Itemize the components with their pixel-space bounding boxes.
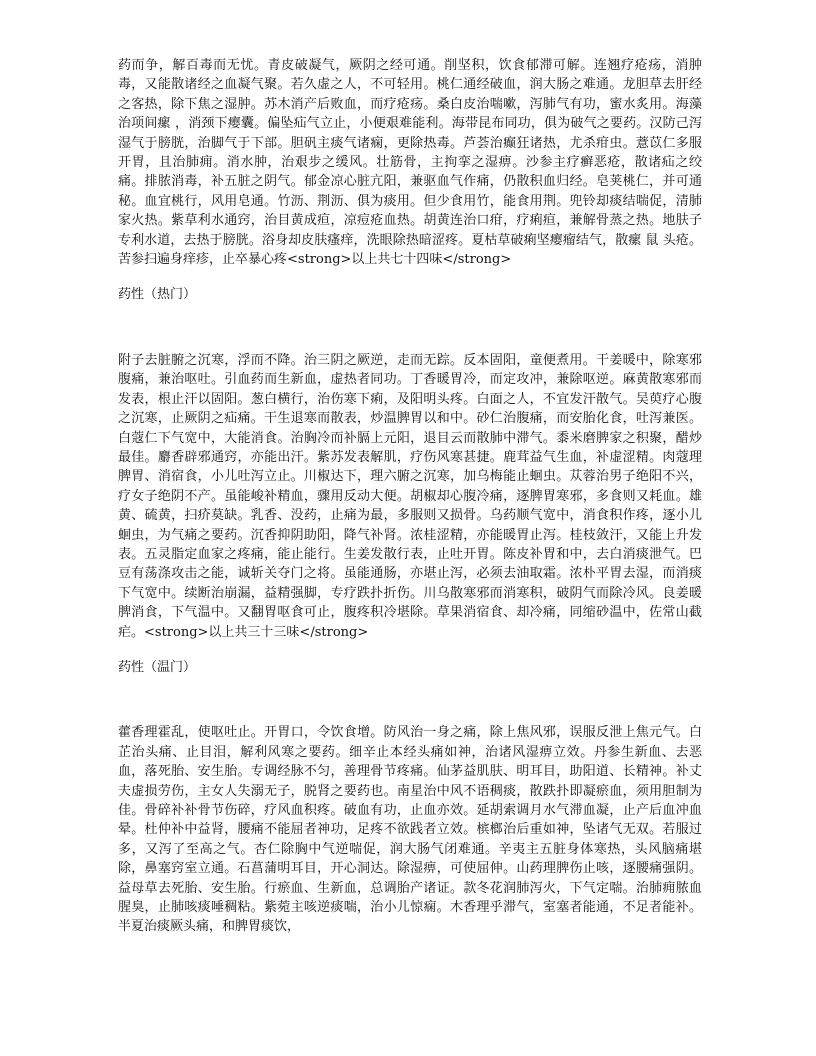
paragraph-text: 药而争，解百毒而无忧。青皮破凝气，厥阴之经可通。削坚积，饮食郁滞可解。连翘疗疮疡，消肿毒，又能散诸经之血凝气聚。若久虚之人，不可轻用。桃仁通经破血，润大肠之难通。龙胆草去肝经之客热，除下焦之湿肿。苏木消产后败血，而疗疮疡。桑白皮治喘嗽，泻肺气有功，蜜水炙用。海藻治项间瘰 ，消颈下瘿囊。偏坠疝气立止，小便艰难能利。海带昆布同功，俱为破气之要药。汉防己泻湿气于膀胱，治脚气于下部。胆矾主痰气诸痫，更除热毒。芦荟治癫狂诸热，尤杀疳虫。薏苡仁多服开胃，且治肺痈。消水肿，治艰步之缓风。壮筋骨，主拘挛之湿痹。沙参主疗癣恶疮，散诸疝之绞痛。排脓消毒，补五脏之阴气。郁金凉心脏亢阳，兼驱血气作痛，仍散积血归经。皂荚桃仁，并可通秘。血宜桃行，风用皂通。竹沥、荆沥、俱为痰用。但少食用竹，能食用荆。兜铃却痰结喘促，清肺家火热。紫草利水通窍，治目黄成疸，凉痘疮血热。胡黄连治口疳，疗痢疸，兼解骨蒸之热。地肤子专利水道，去热于膀胱。浴身却皮肤瘙痒，洗眼除热暗涩疼。夏枯草破痢坚瘿瘤结气，散瘰 鼠 头疮。苦参扫遍身痒疹，止卒暴心疼 (118, 58, 702, 268)
section-heading-hot: 药性（热门） (118, 287, 197, 303)
document-page (118, 34, 702, 937)
paragraph-cold-herbs-end (118, 56, 702, 269)
section-heading-warm: 药性（温门） (118, 659, 197, 675)
paragraph-text: 附子去脏腑之沉寒，浮而不降。治三阴之厥逆，走而无踪。反本固阳，童便煮用。干姜暖中，除寒邪腹痛，兼治呕吐。引血药而生新血，虚热者同功。丁香暖胃冷，而定攻冲，兼除呕逆。麻黄散寒邪而发表，根止汗以固阳。葱白横行，治伤寒下痢，及阳明头疼。白面之人，不宜发汗散气。吴萸疗心腹之沉寒，止厥阴之疝痛。干生退寒而散表，炒温脾胃以和中。砂仁治腹痛，而安胎化食，吐泻兼医。白蔻仁下气宽中，大能消食。治胸冷而补膈上元阳，退目云而散肺中滞气。黍米磨脾家之积聚，醋炒最佳。麝香辟邪通窍，亦能出汗。紫苏发表解肌，疗伤风寒甚捷。鹿茸益气生血，补虚涩精。肉蔻理脾胃、消宿食，小儿吐泻立止。川椒达下，理六腑之沉寒，加乌梅能止蛔虫。苁蓉治男子绝阳不兴，疗女子绝阴不产。虽能峻补精血，骤用反动大便。胡椒却心腹冷痛，逐脾胃寒邪，多食则又耗血。雄黄、硫黄，扫疥莫缺。乳香、没药，止痛为最，多服则又损骨。乌药顺气宽中，消食积作疼，逐小儿蛔虫，为气痛之要药。沉香抑阴助阳，降气补肾。浓桂涩精，亦能暖胃止泻。桂枝敛汗，又能上升发表。五灵脂定血家之疼痛，能止能行。生姜发散行表，止吐开胃。陈皮补胃和中，去白消痰泄气。巴豆有荡涤攻击之能，诚斩关夺门之将。虽能通肠，亦堪止泻，必须去油取霜。浓朴平胃去湿，而消痰下气宽中。续断治崩漏，益精强脚，专疗跌扑折伤。川乌散寒邪而消寒积，破阴气而除冷风。良姜暖脾消食，下气温中。又翻胃呕食可止，腹疼积冷堪除。草果消宿食、却冷痛，同缩砂温中，佐常山截疟。 (118, 352, 702, 640)
paragraph-hot-herbs (118, 351, 702, 642)
paragraph-text: 藿香理霍乱，使呕吐止。开胃口，令饮食增。防风治一身之痛，除上焦风邪，误服反泄上焦元气。白芷治头痛、止目泪，解利风寒之要药。细辛止本经头痛如神，治诸风湿痹立效。丹参生新血、去恶血，落死胎、安生胎。专调经脉不匀，善理骨节疼痛。仙茅益肌肤、明耳目，助阳道、长精神。补丈夫虚损劳伤，主女人失溺无子，脱肾之要药也。南星治中风不语稠痰，散跌扑即凝瘀血，须用胆制为佳。骨碎补补骨节伤碎，疗风血积疼。破血有功，止血亦效。延胡索调月水气滞血凝，止产后血冲血晕。杜仲补中益肾，腰痛不能屈者神功，足疼不欲践者立效。槟榔治后重如神，坠诸气无双。若服过多，又泻了至高之气。杏仁除胸中气逆喘促，润大肠气闭难通。辛夷主五脏身体寒热，头风脑痛堪除，鼻塞窍室立通。石菖蒲明耳目，开心洞达。除湿痹，可使屈伸。山药理脾伤止咳，逐腰痛强阴。益母草去死胎、安生胎。行瘀血、生新血，总调胎产诸证。款冬花润肺泻火，下气定喘。治肺痈脓血腥臭，止肺咳痰唾稠粘。紫菀主咳逆痰喘，治小儿惊痫。木香理乎滞气，室塞者能通，不足者能补。半夏治痰厥头痛，和脾胃痰饮， (118, 725, 702, 935)
paragraph-warm-herbs (118, 723, 702, 936)
summary-count-tag: <strong>以上共七十四味</strong> (287, 252, 512, 268)
summary-count-tag: <strong>以上共三十三味</strong> (144, 624, 369, 640)
